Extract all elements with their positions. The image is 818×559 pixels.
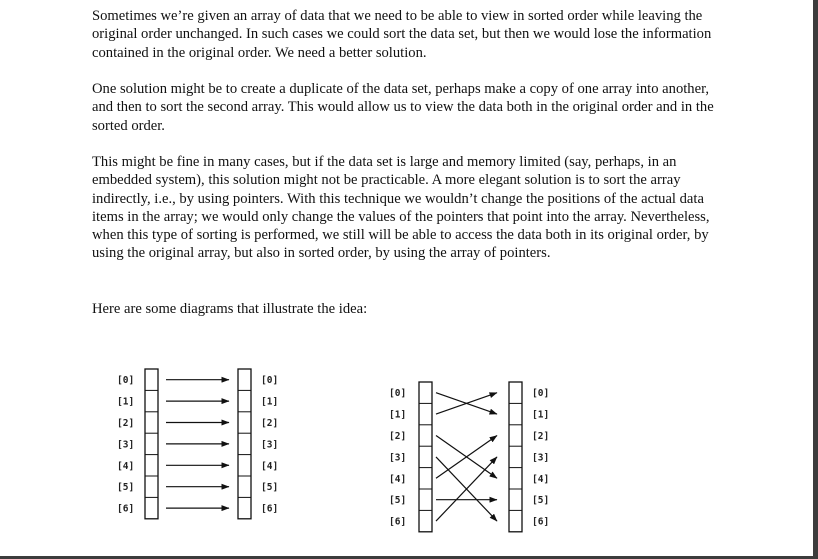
right-diagram-left-index-label: [6] <box>389 516 407 528</box>
left-diagram-right-index-label: [2] <box>261 418 279 429</box>
right-diagram-left-index-label: [1] <box>389 409 407 421</box>
right-diagram-right-index-label: [5] <box>532 495 550 507</box>
right-diagram-right-index-label: [3] <box>532 452 550 464</box>
paragraph-2-text: One solution might be to create a duplicate of the data set, perhaps make a copy of one array into another, and then to sort the second array. This would allow us to view the data both in the original order and in the sorted order. <box>92 81 714 134</box>
paragraph-1-text: Sometimes we’re given an array of data that we need to be able to view in sorted order while leaving the original order unchanged. In such cases we could sort the data set, but then we would lose the information contained in the original order. We need a better solution. <box>92 8 712 61</box>
left-diagram-left-index-label: [4] <box>117 460 135 472</box>
left-diagram-right-index-label: [6] <box>261 503 279 515</box>
right-diagram-left-index-label: [5] <box>389 495 407 507</box>
left-diagram-left-index-label: [3] <box>117 439 135 451</box>
left-diagram-right-index-label: [4] <box>261 460 279 472</box>
right-diagram-left-index-label: [3] <box>389 452 407 464</box>
right-diagram-right-index-label: [1] <box>532 409 550 421</box>
diagram-original-order <box>117 369 278 519</box>
right-diagram-right-index-label: [6] <box>532 516 550 528</box>
right-diagram-left-array <box>419 382 432 532</box>
right-diagram-right-index-label: [0] <box>532 388 550 400</box>
left-diagram-right-index-label: [3] <box>261 439 279 451</box>
left-diagram-left-index-label: [0] <box>117 375 135 387</box>
left-diagram-left-index-label: [1] <box>117 396 135 408</box>
right-diagram-left-index-label: [4] <box>389 473 407 485</box>
left-diagram-left-index-label: [2] <box>117 418 135 429</box>
right-diagram-right-array <box>509 382 522 532</box>
right-diagram-left-index-label: [2] <box>389 431 407 442</box>
right-diagram-right-index-label: [4] <box>532 473 550 485</box>
left-diagram-left-index-label: [5] <box>117 482 135 494</box>
left-diagram-left-index-label: [6] <box>117 503 135 515</box>
left-diagram-left-array <box>145 369 158 519</box>
left-diagram-right-array <box>238 369 251 519</box>
diagram-sorted-pointers <box>389 382 549 532</box>
paragraph-3-text: This might be fine in many cases, but if the data set is large and memory limited (say, perhaps, in an embedded system), this solution might not be practicable. A more elegant solution is to sort the array indirectly, i.e., by using pointers. With this technique we wouldn’t change the positions of the actual data items in the array; we would only change the values of the pointers that point into the array. Nevertheless, when this type of sorting is performed, we still will be able to access the data both in its original order, by using the original array, but also in sorted order, by using the array of pointers. <box>92 154 710 262</box>
right-diagram-right-index-label: [2] <box>532 431 550 442</box>
left-diagram-right-index-label: [1] <box>261 396 279 408</box>
paragraph-4-text: Here are some diagrams that illustrate the idea: <box>92 301 368 317</box>
right-diagram-left-index-label: [0] <box>389 388 407 400</box>
left-diagram-right-index-label: [0] <box>261 375 279 387</box>
left-diagram-right-index-label: [5] <box>261 482 279 494</box>
